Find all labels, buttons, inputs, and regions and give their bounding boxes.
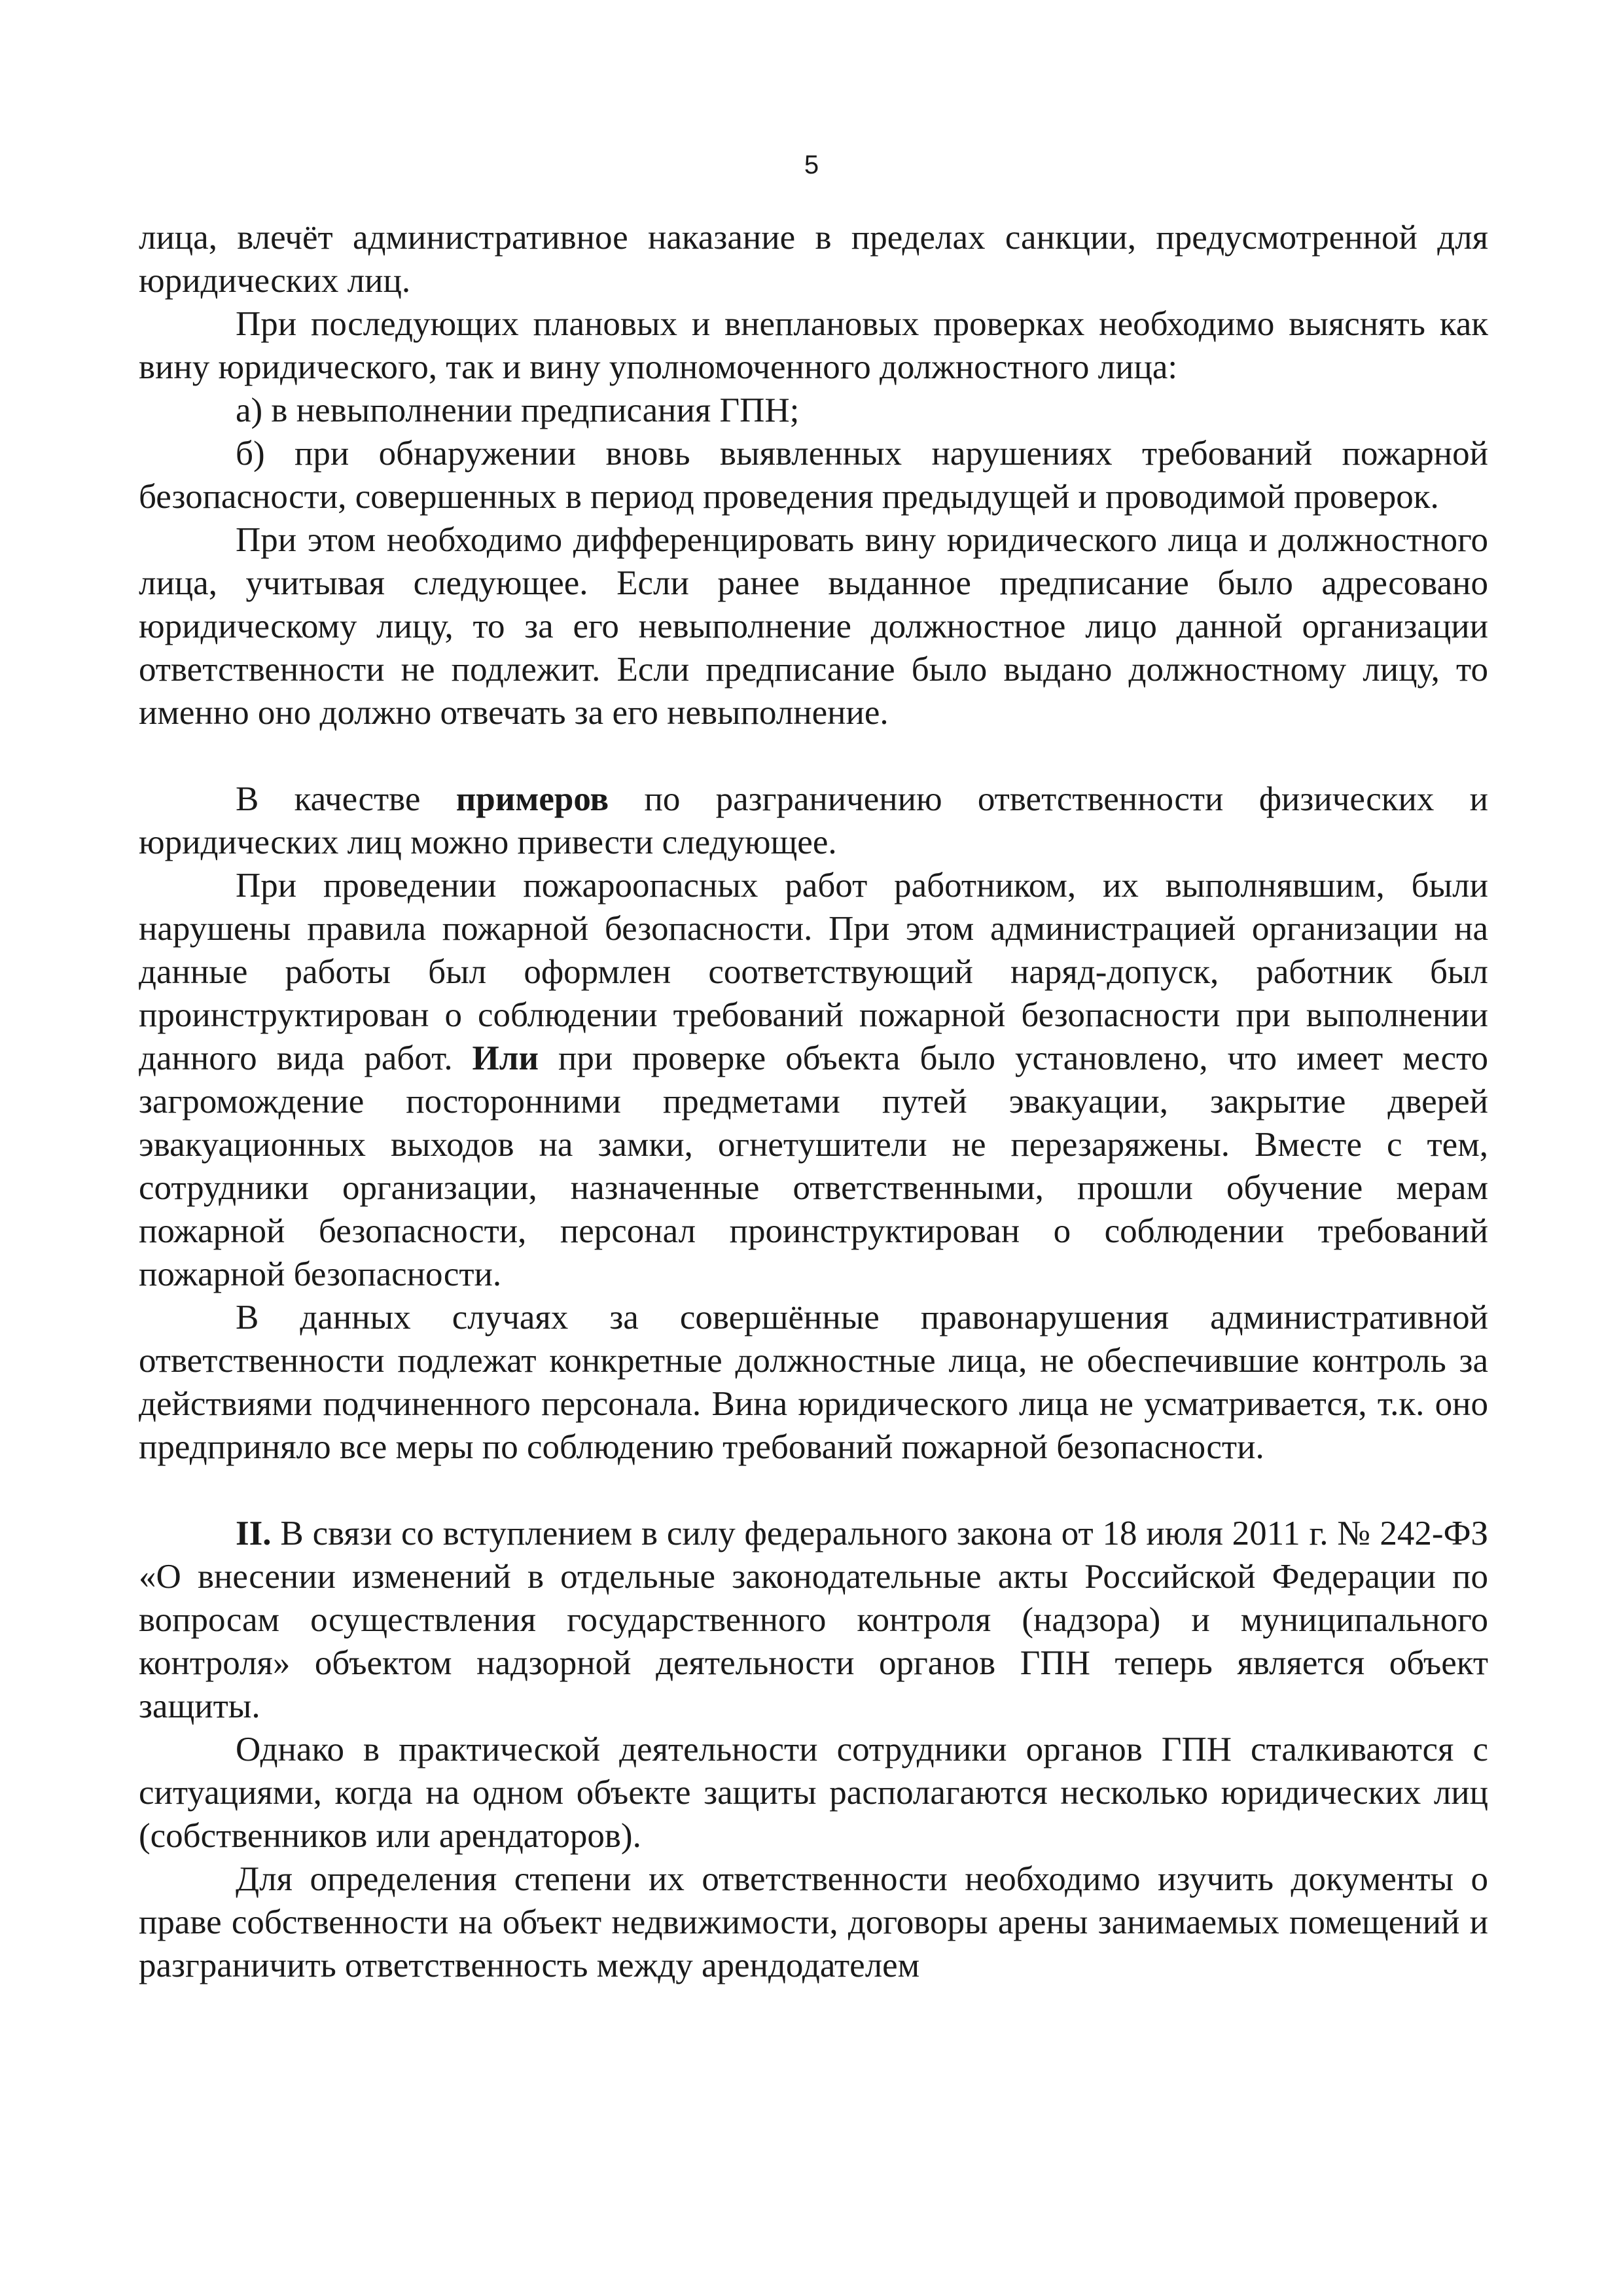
paragraph xyxy=(139,778,1488,864)
page-number: 5 xyxy=(804,151,819,179)
bold-text: примеров xyxy=(455,780,609,818)
text-run: В качестве xyxy=(236,780,456,818)
section-heading-paragraph xyxy=(139,1512,1488,1728)
text-run: по разграничению ответственности физических и юридических лиц можно привести следующее. xyxy=(139,780,1488,861)
section-number: II. xyxy=(236,1515,272,1552)
text-run: При проведении пожароопасных работ работником, их выполнявшим, были нарушены правила пожарной безопасности. При этом администрацией организации на данные работы был оформлен соответствующий наряд-допуск, работник был проинструктирован о соблюдении требований пожарной безопасности при выполнении данного вида работ. xyxy=(139,867,1488,1077)
text-run: при проверке объекта было установлено, что имеет место загромождение посторонними предметами путей эвакуации, закрытие дверей эвакуационных выходов на замки, огнетушители не перезаряжены. Вместе с тем, сотрудники организации, назначенные ответственными, прошли обучение мерам пожарной безопасности, персонал проинструктирован о соблюдении требований пожарной безопасности. xyxy=(139,1039,1488,1293)
paragraph: Однако в практической деятельности сотрудники органов ГПН сталкиваются с ситуациями, когда на одном объекте защиты располагаются несколько юридических лиц (собственников или арендаторов). xyxy=(139,1731,1488,1855)
text-run: В связи со вступлением в силу федерального закона от 18 июля 2011 г. № 242-ФЗ «О внесении изменений в отдельные законодательные акты Российской Федерации по вопросам осуществления государственного контроля (надзора) и муниципального контроля» объектом надзорной деятельности органов ГПН теперь является объект защиты. xyxy=(139,1515,1488,1725)
document-body xyxy=(139,216,1488,1987)
paragraph: В данных случаях за совершённые правонарушения административной ответственности подлежат конкретные должностные лица, не обеспечившие контроль за действиями подчиненного персонала. Вина юридического лица не усматривается, т.к. оно предприняло все меры по соблюдению требований пожарной безопасности. xyxy=(139,1299,1488,1466)
list-item-b: б) при обнаружении вновь выявленных нарушениях требований пожарной безопасности, совершенных в период проведения предыдущей и проводимой проверок. xyxy=(139,435,1488,516)
list-item-a: а) в невыполнении предписания ГПН; xyxy=(236,391,800,429)
paragraph xyxy=(139,864,1488,1296)
paragraph: При последующих плановых и внеплановых проверках необходимо выяснять как вину юридического, так и вину уполномоченного должностного лица: xyxy=(139,305,1488,386)
paragraph: лица, влечёт административное наказание в пределах санкции, предусмотренной для юридических лиц. xyxy=(139,219,1488,300)
paragraph: При этом необходимо дифференцировать вину юридического лица и должностного лица, учитывая следующее. Если ранее выданное предписание было адресовано юридическому лицу, то за его невыполнение должностное лицо данной организации ответственности не подлежит. Если предписание было выдано должностному лицу, то именно оно должно отвечать за его невыполнение. xyxy=(139,521,1488,732)
bold-text: Или xyxy=(472,1039,539,1077)
paragraph: Для определения степени их ответственности необходимо изучить документы о праве собственности на объект недвижимости, договоры арены занимаемых помещений и разграничить ответственность между арендодателем xyxy=(139,1860,1488,1984)
